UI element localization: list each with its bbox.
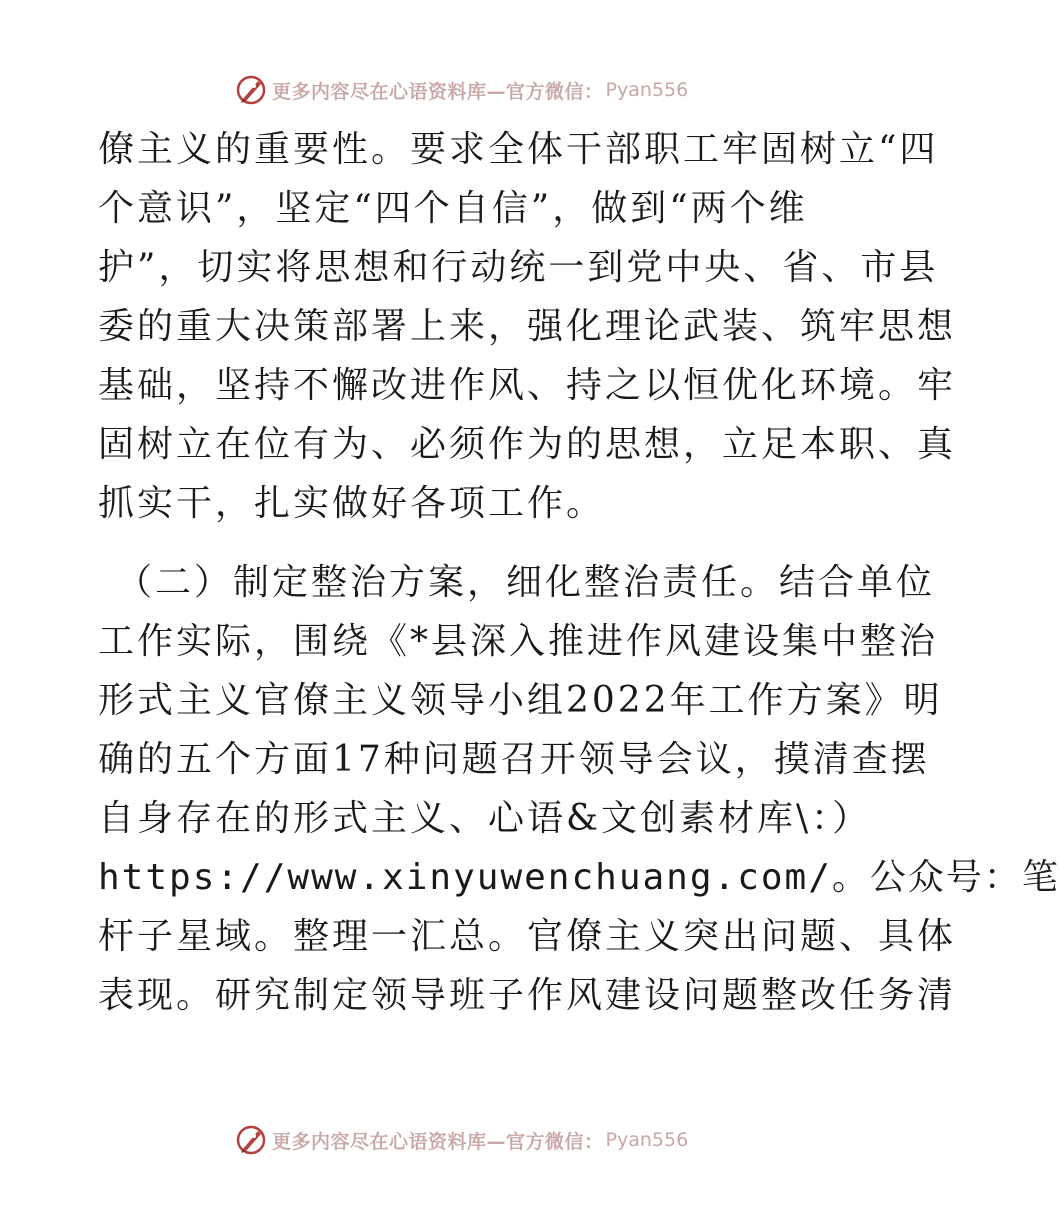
text-line-url: https://www.xinyuwenchuang.com/。公众号：笔 (98, 857, 1060, 898)
text-line: （二）制定整治方案，细化整治责任。结合单位 (116, 562, 936, 603)
text-line: 形式主义官僚主义领导小组2022年工作方案》明 (98, 680, 943, 721)
text-line: 抓实干，扎实做好各项工作。 (98, 483, 606, 524)
text-line: 工作实际，围绕《*县深入推进作风建设集中整治 (98, 621, 939, 662)
paragraph-2 (98, 553, 1060, 1025)
text-line: 确的五个方面17种问题召开领导会议，摸清查摆 (98, 739, 930, 780)
header-watermark-banner (234, 72, 688, 108)
text-line: 自身存在的形式主义、心语&文创素材库\：） (98, 798, 872, 839)
header-banner-wechat-id: Pyan556 (605, 79, 689, 101)
pen-logo-icon (234, 1123, 268, 1157)
text-line: 个意识”，坚定“四个自信”，做到“两个维 (98, 188, 808, 229)
text-line: 护”，切实将思想和行动统一到党中央、省、市县 (98, 247, 939, 288)
text-line: 杆子星域。整理一汇总。官僚主义突出问题、具体 (98, 916, 957, 957)
text-line: 固树立在位有为、必须作为的思想，立足本职、真 (98, 424, 957, 465)
paragraph-1 (98, 120, 957, 533)
footer-banner-wechat-id: Pyan556 (605, 1129, 689, 1151)
footer-watermark-banner (234, 1122, 688, 1158)
pen-logo-icon (234, 73, 268, 107)
text-line: 僚主义的重要性。要求全体干部职工牢固树立“四 (98, 129, 939, 170)
footer-banner-text: 更多内容尽在心语资料库—官方微信： (272, 1130, 604, 1153)
text-line: 表现。研究制定领导班子作风建设问题整改任务清 (98, 975, 957, 1016)
document-body (98, 120, 1060, 1025)
paragraph-spacer (98, 533, 858, 553)
text-line: 基础，坚持不懈改进作风、持之以恒优化环境。牢 (98, 365, 957, 406)
text-line: 委的重大决策部署上来，强化理论武装、筑牢思想 (98, 306, 957, 347)
header-banner-text: 更多内容尽在心语资料库—官方微信： (272, 80, 604, 103)
